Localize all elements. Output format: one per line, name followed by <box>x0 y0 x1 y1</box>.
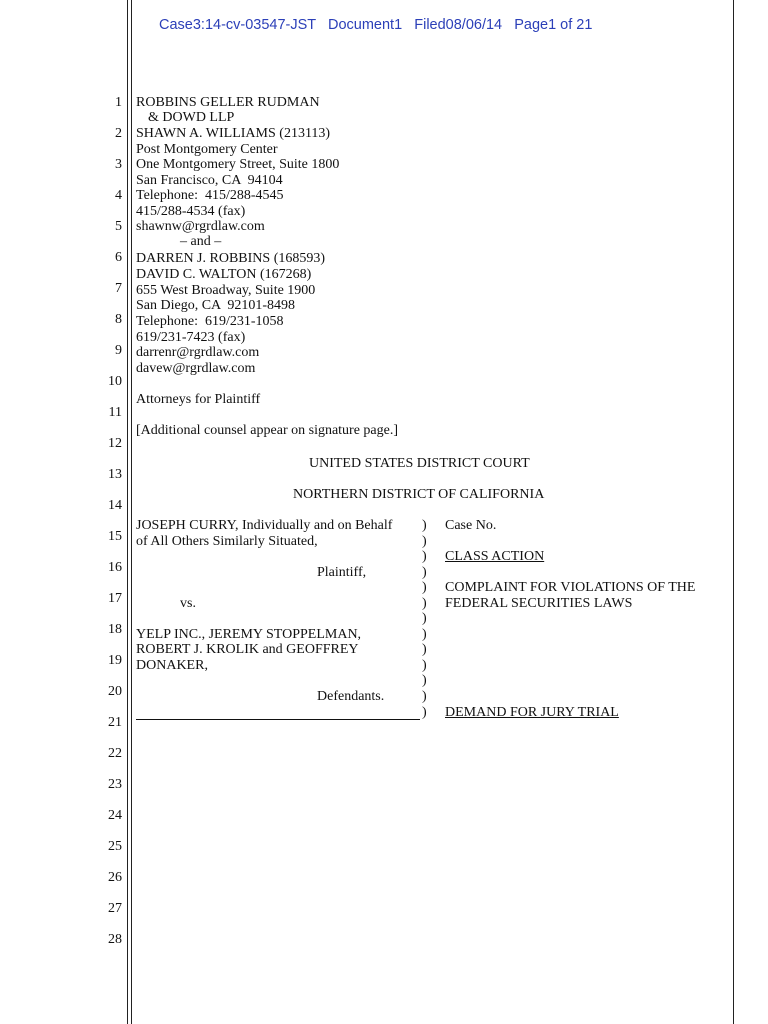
court-district: NORTHERN DISTRICT OF CALIFORNIA <box>293 487 545 502</box>
defendants-names-cont: DONAKER, <box>136 658 208 673</box>
left-margin-rule-inner <box>131 0 132 1024</box>
attorney-name: DARREN J. ROBBINS (168593) <box>136 251 326 266</box>
line-number: 25 <box>108 839 122 854</box>
address-line: One Montgomery Street, Suite 1800 <box>136 157 340 172</box>
email: davew@rgrdlaw.com <box>136 361 256 376</box>
telephone: Telephone: 415/288-4545 <box>136 188 284 203</box>
caption-underline <box>136 719 420 720</box>
class-action-title: CLASS ACTION <box>445 549 545 564</box>
additional-counsel-note: [Additional counsel appear on signature page.] <box>136 423 399 438</box>
jury-demand: DEMAND FOR JURY TRIAL <box>445 705 619 720</box>
plaintiff-name: JOSEPH CURRY, Individually and on Behalf <box>136 518 393 533</box>
caption-paren: ) <box>422 673 427 688</box>
line-number: 10 <box>108 374 122 389</box>
line-number: 2 <box>115 126 122 141</box>
complaint-title-cont: FEDERAL SECURITIES LAWS <box>445 596 633 611</box>
complaint-title: COMPLAINT FOR VIOLATIONS OF THE <box>445 580 696 595</box>
right-margin-rule <box>733 0 734 1024</box>
defendants-label: Defendants. <box>317 689 385 704</box>
caption-paren: ) <box>422 705 427 720</box>
caption-paren: ) <box>422 642 427 657</box>
attorneys-for: Attorneys for Plaintiff <box>136 392 261 407</box>
address-line: 655 West Broadway, Suite 1900 <box>136 283 316 298</box>
firm-name: ROBBINS GELLER RUDMAN <box>136 95 320 110</box>
address-line: Post Montgomery Center <box>136 142 278 157</box>
line-number: 8 <box>115 312 122 327</box>
page-indicator: Page1 of 21 <box>514 17 593 33</box>
caption-paren: ) <box>422 596 427 611</box>
plaintiff-label: Plaintiff, <box>317 565 367 580</box>
caption-paren: ) <box>422 565 427 580</box>
line-number: 4 <box>115 188 122 203</box>
versus: vs. <box>180 596 196 611</box>
line-number: 9 <box>115 343 122 358</box>
address-line: San Francisco, CA 94104 <box>136 173 283 188</box>
caption-paren: ) <box>422 534 427 549</box>
caption-paren: ) <box>422 518 427 533</box>
line-number: 26 <box>108 870 122 885</box>
court-name: UNITED STATES DISTRICT COURT <box>309 456 530 471</box>
caption-paren: ) <box>422 611 427 626</box>
left-margin-rule <box>127 0 128 1024</box>
line-number: 1 <box>115 95 122 110</box>
line-number: 14 <box>108 498 122 513</box>
line-number: 21 <box>108 715 122 730</box>
telephone: Telephone: 619/231-1058 <box>136 314 284 329</box>
line-number: 13 <box>108 467 122 482</box>
defendants-names-cont: ROBERT J. KROLIK and GEOFFREY <box>136 642 359 657</box>
attorney-name: SHAWN A. WILLIAMS (213113) <box>136 126 331 141</box>
and-separator: – and – <box>180 234 222 249</box>
caption-paren: ) <box>422 549 427 564</box>
line-number: 15 <box>108 529 122 544</box>
filing-header <box>159 17 592 33</box>
line-number: 27 <box>108 901 122 916</box>
line-number: 22 <box>108 746 122 761</box>
firm-name-cont: & DOWD LLP <box>148 110 235 125</box>
line-number: 23 <box>108 777 122 792</box>
filed-date: Filed08/06/14 <box>414 17 503 33</box>
email: darrenr@rgrdlaw.com <box>136 345 260 360</box>
defendants-names: YELP INC., JEREMY STOPPELMAN, <box>136 627 362 642</box>
caption-paren: ) <box>422 658 427 673</box>
line-number: 11 <box>108 405 122 420</box>
line-number: 18 <box>108 622 122 637</box>
line-number: 24 <box>108 808 122 823</box>
line-number: 20 <box>108 684 122 699</box>
line-number: 16 <box>108 560 122 575</box>
fax: 619/231-7423 (fax) <box>136 330 246 345</box>
caption-paren: ) <box>422 580 427 595</box>
line-number: 3 <box>115 157 122 172</box>
line-number: 6 <box>115 250 122 265</box>
address-line: San Diego, CA 92101-8498 <box>136 298 296 313</box>
case-number-label: Case No. <box>445 518 497 533</box>
line-number: 19 <box>108 653 122 668</box>
line-number: 17 <box>108 591 122 606</box>
plaintiff-name-cont: of All Others Similarly Situated, <box>136 534 318 549</box>
case-number: Case3:14-cv-03547-JST <box>159 17 316 33</box>
caption-paren: ) <box>422 689 427 704</box>
line-number: 12 <box>108 436 122 451</box>
line-number: 5 <box>115 219 122 234</box>
email: shawnw@rgrdlaw.com <box>136 219 265 234</box>
line-number: 28 <box>108 932 122 947</box>
attorney-name: DAVID C. WALTON (167268) <box>136 267 312 282</box>
caption-paren: ) <box>422 627 427 642</box>
line-number: 7 <box>115 281 122 296</box>
fax: 415/288-4534 (fax) <box>136 204 246 219</box>
document-number: Document1 <box>328 17 403 33</box>
